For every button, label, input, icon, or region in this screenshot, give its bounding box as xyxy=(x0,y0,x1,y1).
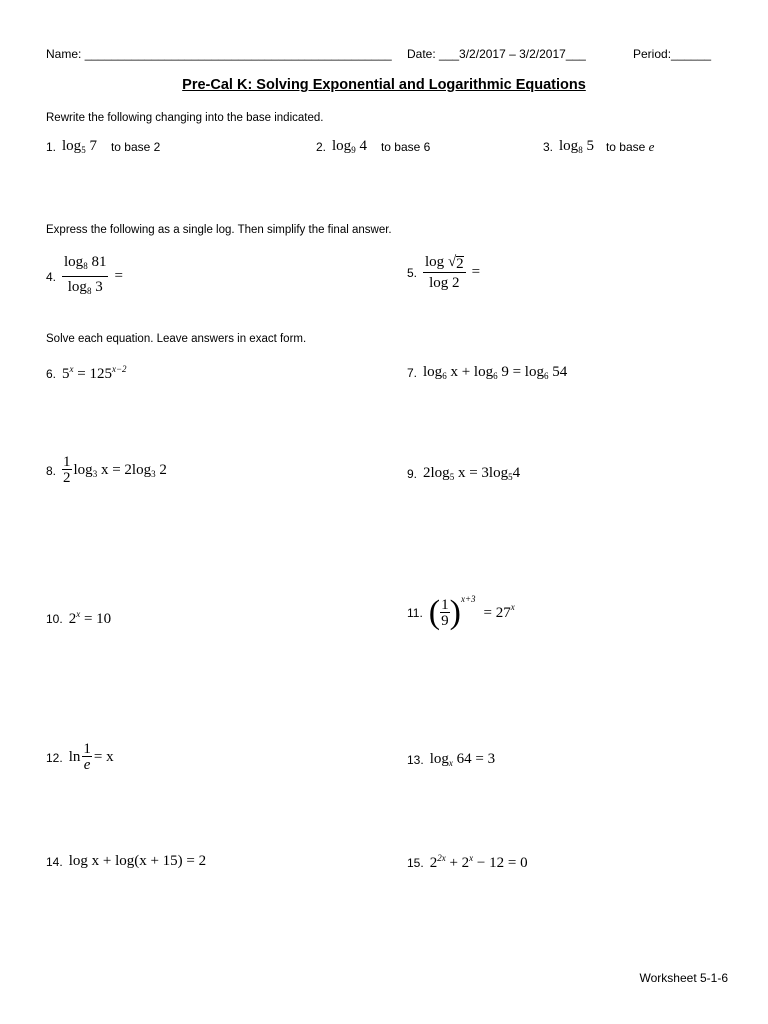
instruction-rewrite: Rewrite the following changing into the base indicated. xyxy=(46,112,324,124)
period-label: Period: xyxy=(633,47,672,61)
problem-7 xyxy=(407,364,567,381)
problem-8 xyxy=(46,455,167,486)
problem-note: to base 6 xyxy=(380,139,431,154)
problem-15 xyxy=(407,853,528,872)
problem-expression: 2$^x$ = 10 xyxy=(68,609,112,627)
problem-expression: $\log_x 64 = 3$ xyxy=(429,751,496,768)
problem-4 xyxy=(46,253,123,300)
page-title: Pre-Cal K: Solving Exponential and Logarithmic Equations xyxy=(182,77,586,93)
problem-number: 8. xyxy=(46,463,57,478)
name-blank: ______________________________________________ xyxy=(84,47,392,61)
problem-number: 2. xyxy=(316,139,327,154)
problem-expression: $\log_6 x + \log_6 9 = \log_6 54$ xyxy=(423,364,568,381)
problem-2 xyxy=(316,138,430,155)
problem-expression: $\log_9 4$ xyxy=(332,138,367,155)
problem-number: 5. xyxy=(407,265,418,280)
problem-number: 4. xyxy=(46,269,57,284)
problem-expression: ln $\frac{1}{e}$ = x xyxy=(68,741,114,773)
equals-sign: = xyxy=(471,264,481,280)
period-blank: ______ xyxy=(671,47,712,61)
name-field xyxy=(46,47,392,61)
problem-3 xyxy=(543,138,654,155)
problem-number: 15. xyxy=(407,855,424,870)
square-root: √ 2 xyxy=(447,254,464,272)
problem-1 xyxy=(46,138,160,155)
equals-sign: = xyxy=(114,268,123,284)
problem-9 xyxy=(407,465,520,482)
problem-fraction: $\frac{\log_8 81}{\log_8 3}$ xyxy=(64,254,107,296)
one-half-fraction: 1 2 xyxy=(63,454,71,486)
period-field xyxy=(633,47,711,61)
problem-5 xyxy=(407,253,480,292)
problem-12 xyxy=(46,742,114,773)
date-label: Date: xyxy=(407,47,436,61)
problem-number: 12. xyxy=(46,750,63,765)
problem-expression: $\log_3 x = 2\log_3$ 2 xyxy=(73,462,167,479)
problem-expression: ( 1 9 ) $^{x+3}$ = 27 $^x$ xyxy=(428,594,515,631)
problem-number: 9. xyxy=(407,466,418,481)
problem-number: 14. xyxy=(46,854,63,869)
problem-expression: $\log_8 5$ xyxy=(559,138,594,155)
instruction-solve: Solve each equation. Leave answers in exact form. xyxy=(46,333,307,345)
problem-number: 6. xyxy=(46,366,57,381)
problem-note: to base e xyxy=(605,138,655,154)
problem-fraction: log √ 2 log 2 xyxy=(425,254,464,291)
problem-number: 3. xyxy=(543,139,554,154)
problem-number: 13. xyxy=(407,752,424,767)
worksheet-id: Worksheet 5-1-6 xyxy=(639,971,728,985)
problem-14 xyxy=(46,853,206,870)
problem-10 xyxy=(46,609,111,628)
instruction-express: Express the following as a single log. Then simplify the final answer. xyxy=(46,224,392,236)
problem-6 xyxy=(46,364,127,383)
problem-note: to base 2 xyxy=(110,139,161,154)
date-value: ___3/2/2017 – 3/2/2017___ xyxy=(439,47,586,61)
problem-expression: $2^{2x} + 2^x - 12 = 0$ xyxy=(429,853,528,871)
problem-expression: $5^x = 125^{x-2}$ xyxy=(62,364,127,382)
problem-expression: $2\log_5$ $x = 3\log_54$ xyxy=(423,465,521,482)
problem-number: 11. xyxy=(407,606,423,620)
problem-expression: $\log_5 7$ xyxy=(62,138,97,155)
name-label: Name: xyxy=(46,47,82,61)
problem-number: 10. xyxy=(46,611,63,626)
problem-number: 7. xyxy=(407,365,418,380)
date-field xyxy=(407,47,586,61)
problem-number: 1. xyxy=(46,139,57,154)
problem-11 xyxy=(407,596,515,630)
one-ninth-fraction: 1 9 xyxy=(441,596,449,629)
problem-expression: log x + log(x + 15) = 2 xyxy=(68,853,207,869)
problem-13 xyxy=(407,751,495,768)
